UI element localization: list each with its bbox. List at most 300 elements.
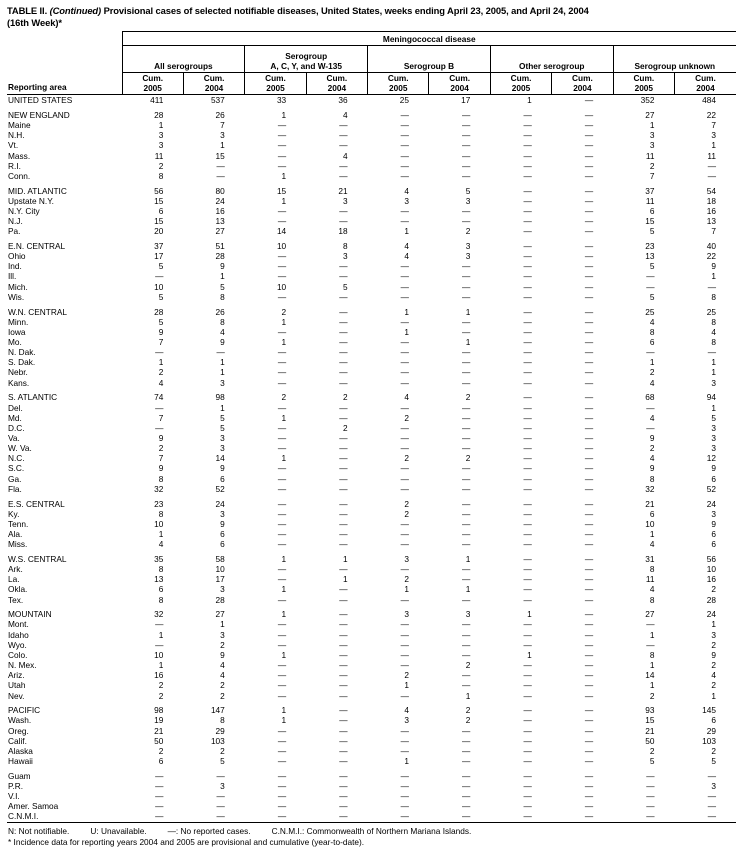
value-cell: — bbox=[584, 518, 594, 529]
cum-year-column-header: Cum. 2004 bbox=[306, 73, 367, 95]
value-cell: 13 bbox=[706, 216, 716, 227]
table-row bbox=[7, 271, 736, 281]
value-cell: 32 bbox=[645, 483, 655, 494]
reporting-area-cell: Vt. bbox=[8, 140, 19, 151]
value-cell: 33 bbox=[276, 95, 287, 106]
value-cell: — bbox=[584, 109, 594, 120]
value-cell: 5 bbox=[158, 261, 164, 272]
legend-row bbox=[7, 826, 736, 836]
table-row bbox=[7, 811, 736, 822]
table-row bbox=[7, 378, 736, 388]
value-cell: 8 bbox=[711, 316, 716, 327]
value-cell: — bbox=[339, 453, 348, 464]
value-cell: — bbox=[400, 770, 409, 781]
value-cell: 9 bbox=[158, 326, 164, 337]
value-cell: — bbox=[462, 564, 471, 575]
value-cell: — bbox=[400, 443, 409, 454]
value-cell: — bbox=[584, 412, 594, 423]
value-cell: — bbox=[523, 483, 532, 494]
value-cell: — bbox=[339, 463, 348, 474]
value-cell: — bbox=[216, 770, 225, 781]
table-row bbox=[7, 574, 736, 584]
value-cell: — bbox=[339, 670, 348, 681]
value-cell: — bbox=[277, 120, 287, 131]
value-cell: — bbox=[462, 639, 471, 650]
table-row bbox=[7, 241, 736, 251]
value-cell: — bbox=[584, 367, 594, 378]
value-cell: 9 bbox=[711, 649, 716, 660]
value-cell: — bbox=[584, 205, 594, 216]
table-header bbox=[7, 32, 736, 95]
value-cell: 21 bbox=[154, 725, 164, 736]
value-cell: 4 bbox=[158, 539, 164, 550]
reporting-area-cell: Okla. bbox=[8, 584, 28, 595]
value-cell: — bbox=[277, 326, 287, 337]
value-cell: — bbox=[339, 660, 348, 671]
value-cell: 6 bbox=[158, 584, 164, 595]
value-cell: — bbox=[462, 780, 471, 791]
value-cell: 352 bbox=[640, 95, 655, 106]
table-row bbox=[7, 367, 736, 377]
value-cell: — bbox=[523, 281, 532, 292]
table-row bbox=[7, 226, 736, 236]
value-cell: 2 bbox=[404, 574, 409, 585]
value-cell: 1 bbox=[465, 690, 471, 701]
table-row bbox=[7, 357, 736, 367]
value-cell: — bbox=[277, 433, 287, 443]
reporting-area-cell: Ohio bbox=[8, 251, 26, 262]
value-cell: 6 bbox=[711, 529, 716, 539]
value-cell: 2 bbox=[711, 584, 716, 595]
table-row bbox=[7, 161, 736, 171]
reporting-area-cell: Ill. bbox=[8, 271, 17, 282]
value-cell: — bbox=[462, 594, 471, 605]
table-row bbox=[7, 519, 736, 529]
value-cell: — bbox=[339, 715, 348, 726]
value-cell: 4 bbox=[404, 185, 409, 196]
reporting-area-cell: Oreg. bbox=[8, 725, 29, 736]
value-cell: 11 bbox=[645, 195, 655, 206]
value-cell: — bbox=[523, 140, 532, 151]
value-cell: — bbox=[339, 629, 348, 640]
value-cell: 8 bbox=[158, 508, 164, 519]
value-cell: 3 bbox=[649, 140, 655, 151]
value-cell: 1 bbox=[649, 357, 655, 368]
value-cell: — bbox=[462, 725, 471, 736]
cum-year-column-header: Cum. 2004 bbox=[183, 73, 244, 95]
value-cell: — bbox=[523, 735, 532, 746]
value-cell: — bbox=[400, 473, 409, 484]
value-cell: — bbox=[400, 629, 409, 640]
value-cell: 17 bbox=[154, 251, 164, 262]
value-cell: — bbox=[277, 801, 287, 812]
reporting-area-cell: Fla. bbox=[8, 483, 22, 494]
value-cell: — bbox=[462, 120, 471, 131]
value-cell: — bbox=[584, 756, 594, 767]
reporting-area-cell: Colo. bbox=[8, 649, 28, 660]
value-cell: 3 bbox=[404, 553, 409, 564]
value-cell: 5 bbox=[649, 226, 655, 237]
value-cell: — bbox=[339, 306, 348, 317]
value-cell: — bbox=[216, 160, 225, 171]
value-cell: — bbox=[462, 443, 471, 454]
value-cell: — bbox=[584, 140, 594, 151]
value-cell: 4 bbox=[649, 453, 655, 464]
value-cell: 2 bbox=[711, 660, 716, 671]
serogroup-column-header: Serogroup unknown bbox=[613, 46, 736, 73]
value-cell: 4 bbox=[649, 584, 655, 595]
value-cell: 3 bbox=[220, 508, 225, 519]
value-cell: 8 bbox=[649, 594, 655, 605]
value-cell: — bbox=[277, 205, 287, 216]
table-row bbox=[7, 463, 736, 473]
reporting-area-cell: Mont. bbox=[8, 619, 29, 630]
value-cell: — bbox=[523, 690, 532, 701]
value-cell: 9 bbox=[158, 433, 164, 443]
value-cell: — bbox=[584, 770, 594, 781]
value-cell: — bbox=[277, 564, 287, 575]
value-cell: — bbox=[584, 473, 594, 484]
disease-spanner-header: Meningococcal disease bbox=[122, 32, 736, 46]
value-cell: — bbox=[523, 553, 532, 564]
table-row bbox=[7, 474, 736, 484]
value-cell: 18 bbox=[706, 195, 716, 206]
value-cell: — bbox=[584, 629, 594, 640]
value-cell: 1 bbox=[404, 306, 409, 317]
reporting-area-cell: N. Dak. bbox=[8, 347, 36, 358]
cum-year-column-header: Cum. 2005 bbox=[490, 73, 551, 95]
reporting-area-cell: Wash. bbox=[8, 715, 32, 726]
value-cell: 28 bbox=[215, 251, 225, 262]
reporting-area-cell: UNITED STATES bbox=[8, 95, 73, 106]
value-cell: 18 bbox=[338, 226, 348, 237]
value-cell: — bbox=[339, 508, 348, 519]
value-cell: — bbox=[339, 130, 348, 141]
value-cell: — bbox=[339, 649, 348, 660]
value-cell: — bbox=[584, 281, 594, 292]
value-cell: — bbox=[584, 241, 594, 251]
value-cell: 1 bbox=[281, 453, 287, 464]
value-cell: 1 bbox=[281, 649, 287, 660]
value-cell: 8 bbox=[649, 649, 655, 660]
value-cell: — bbox=[523, 120, 532, 131]
value-cell: 4 bbox=[649, 377, 655, 388]
value-cell: 26 bbox=[215, 109, 225, 120]
reporting-area-cell: P.R. bbox=[8, 780, 24, 791]
value-cell: 2 bbox=[649, 443, 655, 454]
value-cell: 1 bbox=[281, 715, 287, 726]
value-cell: 15 bbox=[154, 216, 164, 227]
value-cell: 2 bbox=[342, 392, 348, 403]
value-cell: — bbox=[523, 216, 532, 227]
value-cell: — bbox=[646, 811, 655, 822]
reporting-area-cell: La. bbox=[8, 574, 20, 585]
value-cell: — bbox=[523, 347, 532, 358]
value-cell: 2 bbox=[404, 498, 409, 509]
table-row bbox=[7, 292, 736, 302]
value-cell: 6 bbox=[220, 529, 225, 539]
value-cell: 5 bbox=[220, 412, 225, 423]
value-cell: 50 bbox=[645, 735, 655, 746]
value-cell: 4 bbox=[711, 670, 716, 681]
value-cell: 1 bbox=[281, 109, 287, 120]
value-cell: — bbox=[462, 518, 471, 529]
value-cell: — bbox=[523, 725, 532, 736]
value-cell: — bbox=[523, 680, 532, 691]
value-cell: 3 bbox=[711, 377, 716, 388]
value-cell: 10 bbox=[276, 241, 287, 251]
value-cell: — bbox=[523, 801, 532, 812]
value-cell: — bbox=[277, 291, 287, 302]
value-cell: 3 bbox=[158, 140, 164, 151]
reporting-area-header: Reporting area bbox=[7, 32, 122, 95]
table-row bbox=[7, 609, 736, 619]
value-cell: — bbox=[707, 347, 716, 358]
value-cell: — bbox=[584, 291, 594, 302]
value-cell: — bbox=[277, 402, 287, 413]
table-row bbox=[7, 781, 736, 791]
reporting-area-cell: Tex. bbox=[8, 594, 24, 605]
value-cell: 24 bbox=[706, 498, 716, 509]
value-cell: 9 bbox=[711, 261, 716, 272]
value-cell: — bbox=[523, 791, 532, 802]
table-row bbox=[7, 791, 736, 801]
value-cell: 3 bbox=[220, 584, 225, 595]
value-cell: 1 bbox=[158, 357, 164, 368]
value-cell: — bbox=[462, 271, 471, 282]
value-cell: — bbox=[462, 770, 471, 781]
table-row bbox=[7, 529, 736, 539]
reporting-area-cell: Mo. bbox=[8, 337, 22, 347]
value-cell: — bbox=[584, 120, 594, 131]
value-cell: 15 bbox=[154, 195, 164, 206]
value-cell: 3 bbox=[711, 443, 716, 454]
value-cell: — bbox=[523, 539, 532, 550]
value-cell: 11 bbox=[645, 150, 655, 161]
value-cell: 32 bbox=[154, 609, 164, 620]
value-cell: 80 bbox=[215, 185, 225, 196]
value-cell: 2 bbox=[465, 453, 471, 464]
value-cell: 2 bbox=[649, 690, 655, 701]
value-cell: — bbox=[462, 498, 471, 509]
reporting-area-cell: Ala. bbox=[8, 529, 23, 539]
value-cell: — bbox=[155, 271, 164, 282]
value-cell: — bbox=[462, 170, 471, 181]
value-cell: 3 bbox=[465, 251, 471, 262]
value-cell: 29 bbox=[215, 725, 225, 736]
reporting-area-cell: N.C. bbox=[8, 453, 25, 464]
reporting-area-cell: Conn. bbox=[8, 170, 31, 181]
serogroup-column-header: Other serogroup bbox=[490, 46, 613, 73]
value-cell: — bbox=[277, 508, 287, 519]
value-cell: 3 bbox=[711, 780, 716, 791]
table-row bbox=[7, 423, 736, 433]
value-cell: — bbox=[400, 594, 409, 605]
value-cell: — bbox=[339, 216, 348, 227]
reporting-area-cell: Guam bbox=[8, 770, 31, 781]
value-cell: 25 bbox=[706, 306, 716, 317]
table-row bbox=[7, 484, 736, 494]
value-cell: 3 bbox=[404, 195, 409, 206]
reporting-area-cell: Nebr. bbox=[8, 367, 28, 378]
value-cell: — bbox=[462, 160, 471, 171]
value-cell: — bbox=[400, 745, 409, 756]
reporting-area-cell: D.C. bbox=[8, 422, 25, 433]
value-cell: — bbox=[523, 756, 532, 767]
value-cell: — bbox=[462, 216, 471, 227]
value-cell: — bbox=[584, 251, 594, 262]
value-cell: 54 bbox=[706, 185, 716, 196]
table-row bbox=[7, 595, 736, 605]
value-cell: 22 bbox=[706, 109, 716, 120]
value-cell: — bbox=[523, 584, 532, 595]
value-cell: — bbox=[155, 770, 164, 781]
value-cell: — bbox=[523, 811, 532, 822]
value-cell: — bbox=[584, 705, 594, 716]
value-cell: 10 bbox=[154, 649, 164, 660]
value-cell: — bbox=[584, 95, 594, 106]
reporting-area-cell: W.S. CENTRAL bbox=[8, 553, 67, 564]
value-cell: — bbox=[216, 801, 225, 812]
value-cell: 3 bbox=[158, 130, 164, 141]
value-cell: 1 bbox=[281, 170, 287, 181]
cum-year-column-header: Cum. 2004 bbox=[675, 73, 736, 95]
value-cell: 11 bbox=[645, 574, 655, 585]
table-row bbox=[7, 186, 736, 196]
value-cell: 10 bbox=[154, 518, 164, 529]
value-cell: — bbox=[584, 316, 594, 327]
value-cell: 3 bbox=[220, 443, 225, 454]
value-cell: — bbox=[277, 780, 287, 791]
value-cell: — bbox=[339, 770, 348, 781]
value-cell: — bbox=[277, 140, 287, 151]
value-cell: 2 bbox=[465, 660, 471, 671]
value-cell: — bbox=[462, 402, 471, 413]
value-cell: — bbox=[277, 483, 287, 494]
value-cell: 28 bbox=[154, 306, 164, 317]
table-row bbox=[7, 140, 736, 150]
value-cell: 6 bbox=[711, 715, 716, 726]
value-cell: — bbox=[462, 473, 471, 484]
reporting-area-cell: Ariz. bbox=[8, 670, 25, 681]
value-cell: 6 bbox=[158, 756, 164, 767]
value-cell: — bbox=[400, 564, 409, 575]
value-cell: — bbox=[400, 120, 409, 131]
table-row bbox=[7, 327, 736, 337]
value-cell: — bbox=[584, 377, 594, 388]
value-cell: — bbox=[400, 291, 409, 302]
value-cell: 147 bbox=[210, 705, 225, 716]
value-cell: 1 bbox=[281, 195, 287, 206]
value-cell: 103 bbox=[210, 735, 225, 746]
value-cell: 9 bbox=[220, 337, 225, 347]
value-cell: 1 bbox=[220, 367, 225, 378]
value-cell: — bbox=[339, 316, 348, 327]
value-cell: — bbox=[400, 281, 409, 292]
table-row bbox=[7, 640, 736, 650]
table-body bbox=[7, 95, 736, 822]
value-cell: — bbox=[523, 170, 532, 181]
value-cell: 2 bbox=[158, 443, 164, 454]
value-cell: — bbox=[339, 402, 348, 413]
value-cell: 4 bbox=[342, 150, 348, 161]
value-cell: 537 bbox=[210, 95, 225, 106]
value-cell: — bbox=[400, 649, 409, 660]
value-cell: 10 bbox=[645, 518, 655, 529]
reporting-area-cell: Ark. bbox=[8, 564, 23, 575]
value-cell: — bbox=[277, 680, 287, 691]
table-row bbox=[7, 317, 736, 327]
value-cell: 9 bbox=[220, 463, 225, 474]
cum-year-column-header: Cum. 2004 bbox=[429, 73, 490, 95]
value-cell: 8 bbox=[220, 316, 225, 327]
value-cell: — bbox=[462, 508, 471, 519]
cum-year-column-header: Cum. 2005 bbox=[245, 73, 306, 95]
value-cell: — bbox=[462, 422, 471, 433]
legend-item-cnmi: C.N.M.I.: Commonwealth of Northern Mariana Islands. bbox=[271, 825, 472, 836]
value-cell: — bbox=[277, 660, 287, 671]
value-cell: 11 bbox=[154, 150, 164, 161]
reporting-area-cell: S.C. bbox=[8, 463, 25, 474]
reporting-area-cell: NEW ENGLAND bbox=[8, 109, 70, 120]
table-row bbox=[7, 650, 736, 660]
value-cell: — bbox=[339, 529, 348, 539]
table-row bbox=[7, 443, 736, 453]
value-cell: — bbox=[523, 306, 532, 317]
value-cell: 2 bbox=[158, 160, 164, 171]
value-cell: — bbox=[339, 780, 348, 791]
value-cell: 3 bbox=[711, 130, 716, 141]
value-cell: — bbox=[216, 347, 225, 358]
value-cell: 37 bbox=[154, 241, 164, 251]
value-cell: 16 bbox=[215, 205, 225, 216]
value-cell: 8 bbox=[220, 715, 225, 726]
value-cell: — bbox=[462, 483, 471, 494]
value-cell: 103 bbox=[702, 735, 716, 746]
value-cell: — bbox=[584, 216, 594, 227]
serogroup-column-header: All serogroups bbox=[122, 46, 245, 73]
value-cell: — bbox=[277, 150, 287, 161]
value-cell: — bbox=[462, 670, 471, 681]
value-cell: 21 bbox=[338, 185, 348, 196]
value-cell: 1 bbox=[281, 316, 287, 327]
value-cell: 27 bbox=[645, 109, 655, 120]
cum-year-column-header: Cum. 2005 bbox=[122, 73, 183, 95]
value-cell: 1 bbox=[342, 553, 348, 564]
value-cell: 8 bbox=[649, 326, 655, 337]
value-cell: — bbox=[523, 508, 532, 519]
value-cell: — bbox=[400, 170, 409, 181]
value-cell: 13 bbox=[215, 216, 225, 227]
value-cell: 3 bbox=[649, 130, 655, 141]
value-cell: 37 bbox=[645, 185, 655, 196]
value-cell: 7 bbox=[158, 337, 164, 347]
value-cell: 9 bbox=[649, 463, 655, 474]
value-cell: — bbox=[339, 205, 348, 216]
reporting-area-cell: N.H. bbox=[8, 130, 25, 141]
reporting-area-cell: C.N.M.I. bbox=[8, 811, 39, 822]
value-cell: 1 bbox=[220, 140, 225, 151]
value-cell: 6 bbox=[711, 473, 716, 484]
value-cell: — bbox=[584, 130, 594, 141]
value-cell: 5 bbox=[158, 291, 164, 302]
value-cell: 1 bbox=[404, 226, 409, 237]
table-row bbox=[7, 554, 736, 564]
value-cell: — bbox=[523, 443, 532, 454]
value-cell: 27 bbox=[215, 226, 225, 237]
value-cell: 8 bbox=[158, 170, 164, 181]
value-cell: — bbox=[523, 670, 532, 681]
